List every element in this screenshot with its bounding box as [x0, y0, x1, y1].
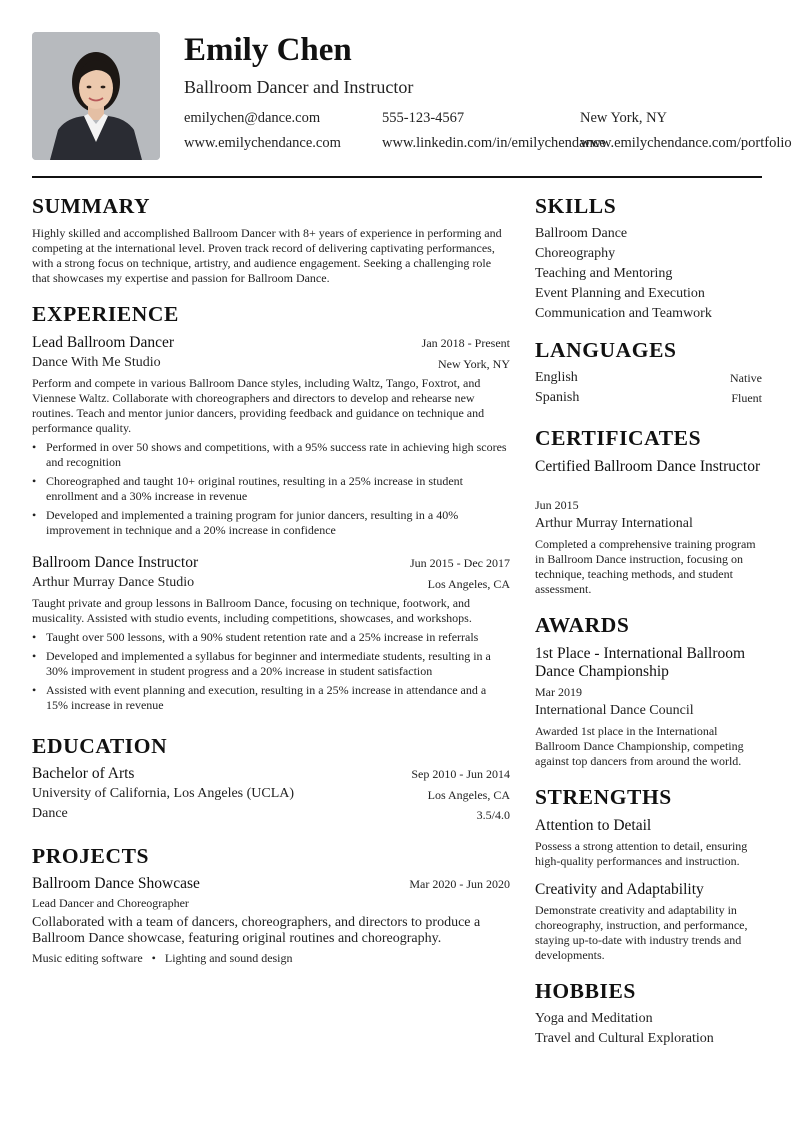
- achievement-item: • Taught over 500 lessons, with a 90% student retention rate and a 25% increase in referrals: [32, 630, 510, 645]
- education-degree: Bachelor of Arts: [32, 765, 135, 782]
- profile-photo: [32, 32, 160, 160]
- portrait-image: [32, 32, 160, 160]
- project-dates: Mar 2020 - Jun 2020: [409, 877, 510, 891]
- candidate-name: Emily Chen: [184, 32, 352, 68]
- certificate-issuer: Arthur Murray International: [535, 516, 693, 531]
- achievement-item: • Developed and implemented a training program for junior dancers, resulting in a 40% improvement in technique and a 20% increase in confidence: [32, 508, 510, 538]
- contact-email[interactable]: emilychen@dance.com: [184, 110, 321, 126]
- strength-title: Creativity and Adaptability: [535, 881, 704, 898]
- contact-portfolio[interactable]: www.emilychendance.com/portfolio: [580, 135, 792, 151]
- strength-title: Attention to Detail: [535, 817, 652, 834]
- tool-separator: •: [151, 951, 156, 965]
- education-dates: Sep 2010 - Jun 2014: [411, 767, 510, 781]
- contact-website[interactable]: www.emilychendance.com: [184, 135, 341, 151]
- education-gpa: 3.5/4.0: [476, 808, 510, 822]
- certificate-title: Certified Ballroom Dance Instructor: [535, 458, 761, 475]
- summary-text: Highly skilled and accomplished Ballroom Dancer with 8+ years of experience in performing and competing at the international level. Proven track record of delivering captivating performances, with a strong focus on technique, artistry, and audience engagement. Seeking a challenging role that showcases my expertise and passion for Ballroom Dance.: [32, 226, 502, 285]
- languages-heading: LANGUAGES: [535, 338, 677, 362]
- candidate-title: Ballroom Dancer and Instructor: [184, 77, 414, 97]
- language-name: Spanish: [535, 390, 580, 405]
- language-name: English: [535, 370, 578, 385]
- project-tool: Music editing software: [32, 951, 143, 965]
- job-description: Perform and compete in various Ballroom Dance styles, including Waltz, Tango, Foxtrot, and Viennese Waltz. Collaborate with choreographers and directors to develop and rehearse new routines. Teach and mentor junior dancers, providing feedback and guidance on technique and performance quality.: [32, 376, 485, 435]
- award-description: Awarded 1st place in the International Ballroom Dance Championship, competing against top dancers from around the world.: [535, 724, 744, 768]
- strength-description: Demonstrate creativity and adaptability in choreography, instruction, and performance, staying up-to-date with industry trends and developments.: [535, 903, 748, 962]
- job-title: Ballroom Dance Instructor: [32, 554, 199, 571]
- strength-description: Possess a strong attention to detail, ensuring high-quality performances and instruction.: [535, 839, 748, 868]
- achievement-item: • Assisted with event planning and execution, resulting in a 25% increase in attendance and a 15% increase in revenue: [32, 683, 510, 713]
- projects-heading: PROJECTS: [32, 844, 150, 868]
- summary-heading: SUMMARY: [32, 194, 151, 218]
- certificate-date: Jun 2015: [535, 498, 579, 512]
- award-issuer: International Dance Council: [535, 703, 694, 718]
- job-dates: Jan 2018 - Present: [421, 336, 510, 350]
- job-title: Lead Ballroom Dancer: [32, 334, 175, 351]
- language-level: Fluent: [731, 391, 762, 405]
- project-tools: [32, 951, 293, 966]
- project-title: Ballroom Dance Showcase: [32, 875, 200, 892]
- hobby-item: Yoga and Meditation: [535, 1011, 653, 1026]
- skill-item: Event Planning and Execution: [535, 286, 705, 301]
- job-achievements: [32, 440, 510, 542]
- education-heading: EDUCATION: [32, 734, 168, 758]
- skill-item: Choreography: [535, 246, 616, 261]
- skill-item: Ballroom Dance: [535, 226, 628, 241]
- award-title: 1st Place - International Ballroom Dance Championship: [535, 645, 746, 680]
- experience-heading: EXPERIENCE: [32, 302, 179, 326]
- hobby-item: Travel and Cultural Exploration: [535, 1031, 714, 1046]
- language-level: Native: [730, 371, 762, 385]
- achievement-item: • Developed and implemented a syllabus for beginner and intermediate students, resulting in a 30% improvement in student progress and a 20% increase in student satisfaction: [32, 649, 510, 679]
- skill-item: Teaching and Mentoring: [535, 266, 673, 281]
- job-company: Dance With Me Studio: [32, 355, 161, 370]
- job-description: Taught private and group lessons in Ballroom Dance, focusing on technique, footwork, and musicality. Assisted with studio events, including competitions, showcases, and workshops.: [32, 596, 472, 625]
- awards-heading: AWARDS: [535, 613, 630, 637]
- project-description: Collaborated with a team of dancers, choreographers, and directors to produce a Ballroom Dance showcase, featuring original routines and choreography.: [32, 915, 481, 946]
- skills-heading: SKILLS: [535, 194, 617, 218]
- contact-location: New York, NY: [580, 110, 668, 126]
- award-date: Mar 2019: [535, 685, 582, 699]
- skill-item: Communication and Teamwork: [535, 306, 712, 321]
- education-field: Dance: [32, 806, 68, 821]
- certificates-heading: CERTIFICATES: [535, 426, 702, 450]
- job-location: Los Angeles, CA: [427, 577, 510, 591]
- education-location: Los Angeles, CA: [427, 788, 510, 802]
- hobbies-heading: HOBBIES: [535, 979, 636, 1003]
- certificate-description: Completed a comprehensive training program in Ballroom Dance instruction, focusing on technique, teaching methods, and student assessment.: [535, 537, 756, 596]
- project-tool: Lighting and sound design: [164, 951, 293, 965]
- header-divider: [32, 176, 762, 178]
- achievement-item: • Performed in over 50 shows and competitions, with a 95% success rate in achieving high scores and recognition: [32, 440, 510, 470]
- contact-linkedin[interactable]: www.linkedin.com/in/emilychendance: [382, 135, 606, 151]
- job-location: New York, NY: [437, 357, 510, 371]
- job-company: Arthur Murray Dance Studio: [32, 575, 195, 590]
- job-dates: Jun 2015 - Dec 2017: [410, 556, 510, 570]
- project-role: Lead Dancer and Choreographer: [32, 896, 189, 910]
- strengths-heading: STRENGTHS: [535, 785, 672, 809]
- job-achievements: [32, 630, 510, 717]
- education-school: University of California, Los Angeles (UCLA): [32, 786, 295, 801]
- contact-phone: 555-123-4567: [382, 110, 465, 126]
- achievement-item: • Choreographed and taught 10+ original routines, resulting in a 25% increase in student enrollment and a 30% increase in revenue: [32, 474, 510, 504]
